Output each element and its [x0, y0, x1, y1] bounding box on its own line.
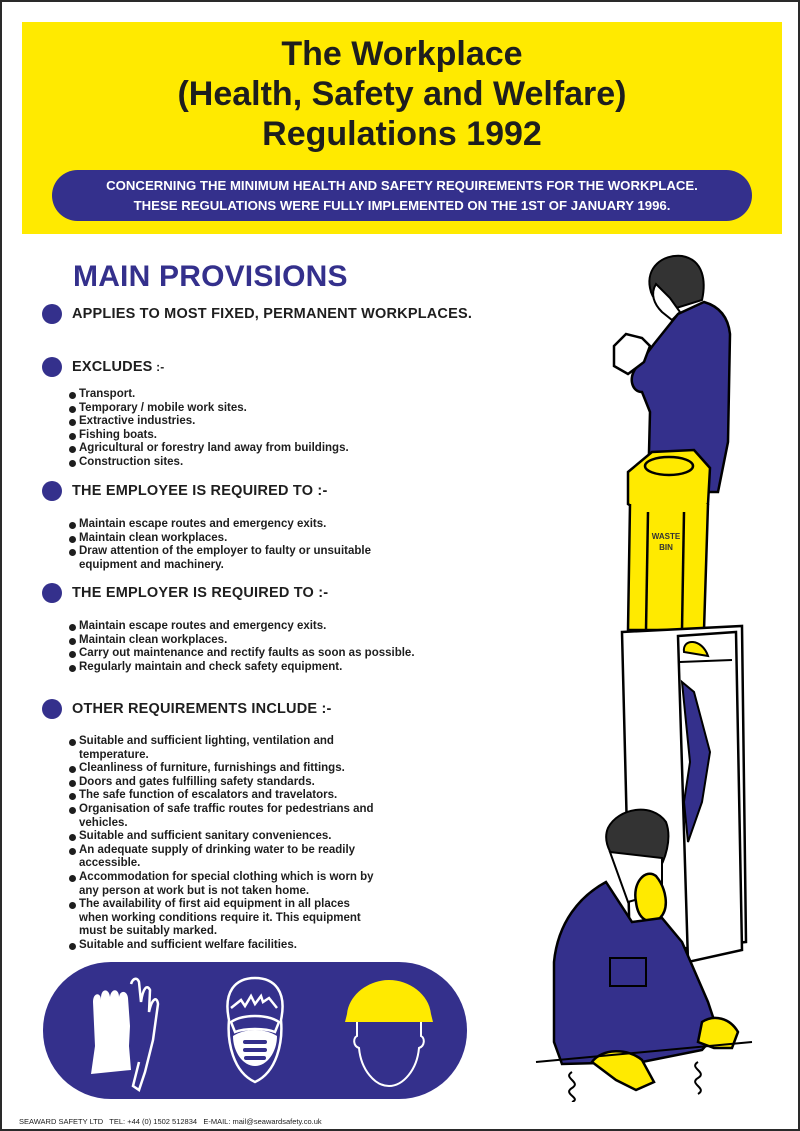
section-employer [42, 583, 328, 603]
subtitle-banner [52, 170, 752, 221]
list-item: An adequate supply of drinking water to be readily accessible. [69, 844, 379, 871]
svg-text:WASTE: WASTE [651, 532, 681, 541]
section-other [42, 699, 332, 719]
section-applies [42, 304, 472, 324]
list-item: Suitable and sufficient sanitary conveniences. [69, 830, 469, 844]
bullet-dot-icon [42, 357, 62, 377]
list-item: Extractive industries. [69, 415, 469, 429]
list-item: The safe function of escalators and travelators. [69, 789, 469, 803]
list-item: Regularly maintain and check safety equipment. [69, 661, 469, 675]
bullet-dot-icon [42, 699, 62, 719]
list-item: Cleanliness of furniture, furnishings and fittings. [69, 762, 469, 776]
excludes-list [69, 388, 469, 470]
bullet-dot-icon [42, 583, 62, 603]
ppe-icons-banner [43, 962, 467, 1099]
bullet-dot-icon [42, 304, 62, 324]
workplace-illustration [532, 242, 800, 1102]
waste-bin [628, 450, 710, 630]
section-heading: THE EMPLOYER IS REQUIRED TO :- [72, 585, 329, 601]
list-item: Fishing boats. [69, 429, 469, 443]
list-item: Doors and gates fulfilling safety standards. [69, 776, 469, 790]
section-employee [42, 481, 327, 501]
main-provisions-title: MAIN PROVISIONS [73, 260, 348, 293]
list-item: Maintain escape routes and emergency exits. [69, 518, 469, 532]
list-item: Temporary / mobile work sites. [69, 402, 469, 416]
list-item: Carry out maintenance and rectify faults as soon as possible. [69, 647, 469, 661]
svg-text:BIN: BIN [659, 543, 673, 552]
title-line-2: (Health, Safety and Welfare) [177, 75, 627, 113]
section-heading: OTHER REQUIREMENTS INCLUDE :- [72, 701, 332, 717]
section-heading: EXCLUDES :- [72, 359, 165, 375]
goggles-and-mask-icon [215, 962, 295, 1099]
list-item: Maintain escape routes and emergency exits. [69, 620, 469, 634]
list-item: Agricultural or forestry land away from buildings. [69, 442, 469, 456]
subtitle-line-1: CONCERNING THE MINIMUM HEALTH AND SAFETY REQUIREMENTS FOR THE WORKPLACE. [106, 178, 698, 193]
section-heading: THE EMPLOYEE IS REQUIRED TO :- [72, 483, 328, 499]
poster-title [22, 34, 782, 154]
list-item: Transport. [69, 388, 469, 402]
list-item: Accommodation for special clothing which is worn by any person at work but is not taken home. [69, 871, 379, 898]
footer-contact: SEAWARD SAFETY LTD TEL: +44 (0) 1502 512834 E-MAIL: mail@seawardsafety.co.uk [19, 1117, 322, 1126]
title-line-3: Regulations 1992 [262, 115, 542, 153]
employee-list [69, 518, 469, 572]
list-item: The availability of first aid equipment in all places when working conditions require it. This equipment must be suitably marked. [69, 898, 369, 939]
list-item: Maintain clean workplaces. [69, 634, 469, 648]
header-banner [22, 22, 782, 234]
subtitle-line-2: THESE REGULATIONS WERE FULLY IMPLEMENTED ON THE 1ST OF JANUARY 1996. [133, 198, 671, 213]
other-requirements-list [69, 735, 469, 953]
title-line-1: The Workplace [281, 35, 523, 73]
list-item: Suitable and sufficient welfare facilities. [69, 939, 469, 953]
list-item: Construction sites. [69, 456, 469, 470]
gloves-icon [83, 962, 173, 1099]
list-item: Suitable and sufficient lighting, ventilation and temperature. [69, 735, 359, 762]
bullet-dot-icon [42, 481, 62, 501]
section-excludes [42, 357, 165, 377]
employer-list [69, 620, 469, 674]
hard-hat-icon [339, 962, 439, 1099]
section-heading: APPLIES TO MOST FIXED, PERMANENT WORKPLACES. [72, 306, 473, 322]
list-item: Organisation of safe traffic routes for pedestrians and vehicles. [69, 803, 374, 830]
list-item: Maintain clean workplaces. [69, 532, 469, 546]
list-item: Draw attention of the employer to faulty or unsuitable equipment and machinery. [69, 545, 399, 572]
